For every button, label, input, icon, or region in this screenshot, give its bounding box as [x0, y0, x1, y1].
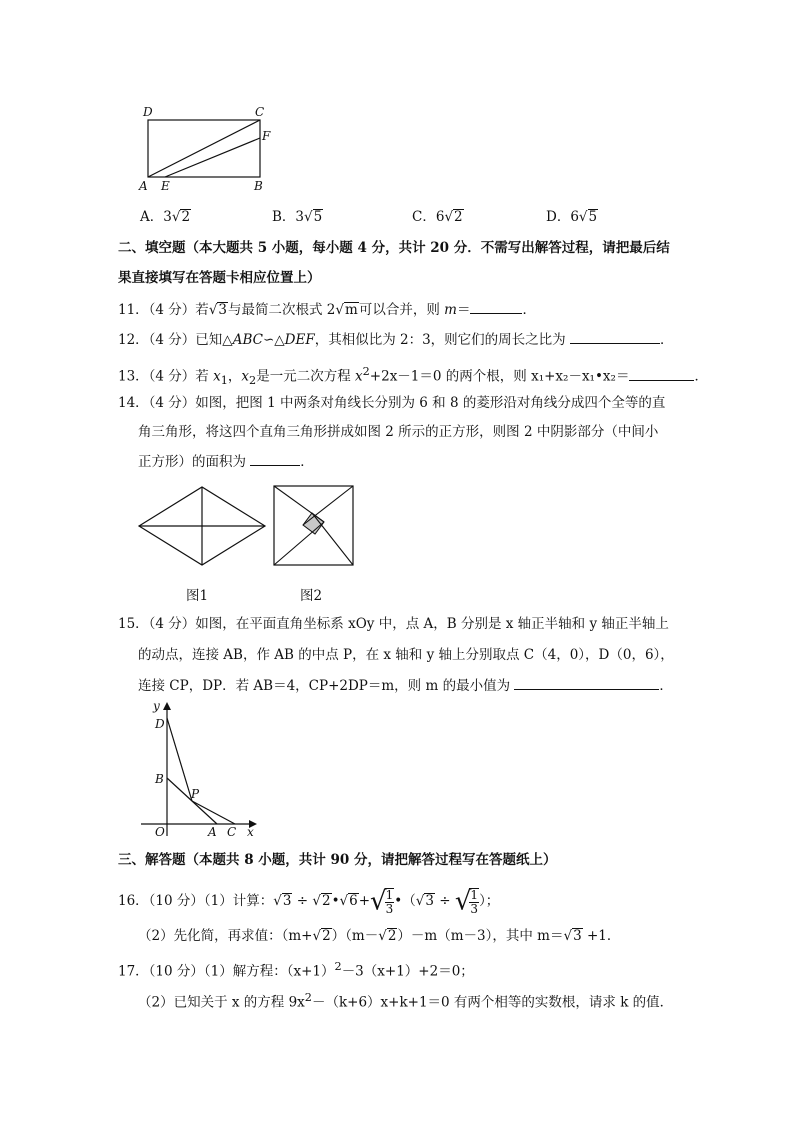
question-15-line2: 的动点，连接 AB，作 AB 的中点 P，在 x 轴和 y 轴上分别取点 C（4，0），D（0，6），	[138, 647, 674, 663]
answer-blank-11[interactable]	[470, 300, 522, 314]
label-a: A	[208, 825, 217, 839]
section2-title-line1: 二、填空题（本大题共 5 小题，每小题 4 分，共计 20 分．不需写出解答过程，请把最后结	[118, 240, 670, 256]
label-a: A	[139, 179, 148, 193]
label-b: B	[155, 772, 164, 786]
option-a: A．3√2	[140, 209, 191, 225]
answer-blank-15[interactable]	[514, 676, 659, 690]
label-e: E	[161, 179, 170, 193]
option-d: D．6√5	[546, 209, 598, 225]
label-o: O	[155, 825, 165, 839]
label-d: D	[143, 105, 153, 119]
figure-2-square	[272, 484, 356, 568]
question-15-line1: 15．（4 分）如图，在平面直角坐标系 xOy 中，点 A，B 分别是 x 轴正半轴和 y 轴正半轴上	[118, 616, 669, 632]
label-y: y	[153, 699, 160, 713]
question-16-part2: （2）先化简，再求值：（m+√2）（m－√2）－m（m－3），其中 m＝√3 +1．	[138, 928, 621, 944]
question-17-part1: 17．（10 分）（1）解方程：$(x+1)^2-3(x+1)+2=0$；	[118, 960, 474, 980]
question-15-line3: 连接 CP，DP．若 AB＝4，CP+2DP＝m，则 m 的最小值为 ．	[138, 678, 673, 694]
option-c: C．6√2	[412, 209, 463, 225]
section3-title: 三、解答题（本题共 8 小题，共计 90 分，请把解答过程写在答题纸上）	[118, 852, 557, 868]
question-14-line3: 正方形）的面积为 ．	[138, 454, 314, 470]
question-14-line1: 14．（4 分）如图，把图 1 中两条对角线长分别为 6 和 8 的菱形沿对角线分成四个全等的直	[118, 395, 666, 411]
answer-blank-13[interactable]	[629, 367, 694, 381]
inner-line-4	[274, 522, 324, 565]
segment-dp	[167, 718, 192, 801]
question-16-part1: 16．（10 分）（1）计算：√3 ÷ √2•√6+√ $\frac{1}{3}$ •（√3 ÷ √ $\frac{1}{3}$ ）；	[118, 886, 500, 917]
figure-2-label: 图2	[300, 588, 323, 604]
section2-title-line2: 果直接填写在答题卡相应位置上）	[118, 270, 321, 286]
label-f: F	[262, 129, 271, 143]
option-b: B．3√5	[272, 209, 323, 225]
coordinate-figure	[135, 698, 265, 840]
figure-1-label: 图1	[186, 588, 209, 604]
label-c: C	[255, 105, 265, 119]
label-c: C	[227, 825, 237, 839]
question-11: 11．（4 分）若√3与最简二次根式 2√m可以合并，则 m＝ ．	[118, 302, 536, 318]
answer-blank-14[interactable]	[250, 452, 300, 466]
segment-ac	[148, 120, 260, 177]
label-b: B	[254, 179, 263, 193]
answer-blank-12[interactable]	[570, 330, 660, 344]
question-13: 13．（4 分）若 $x_1$，$x_2$是一元二次方程 $x^2+2x-1=0$ 的两个根，则 x₁+x₂－x₁•x₂＝ ．	[118, 365, 708, 388]
label-x: x	[247, 825, 254, 839]
label-p: P	[191, 787, 200, 801]
y-axis-arrow	[163, 702, 171, 710]
figure-1-rhombus	[135, 482, 270, 572]
question-17-part2: （2）已知关于 x 的方程 $9x^2-(k+6)x+k+1=0$ 有两个相等的实数根，请求 k 的值．	[138, 991, 674, 1011]
question-14-line2: 角三角形，将这四个直角三角形拼成如图 2 所示的正方形，则图 2 中阴影部分（中间小	[138, 424, 659, 440]
question-12: 12．（4 分）已知△ABC∽△DEF，其相似比为 2：3，则它们的周长之比为 ．	[118, 332, 674, 348]
inner-line-1	[274, 486, 324, 522]
label-d: D	[155, 717, 165, 731]
inner-line-3	[312, 513, 353, 565]
rectangle-figure	[130, 100, 280, 195]
inner-line-2	[303, 486, 353, 525]
